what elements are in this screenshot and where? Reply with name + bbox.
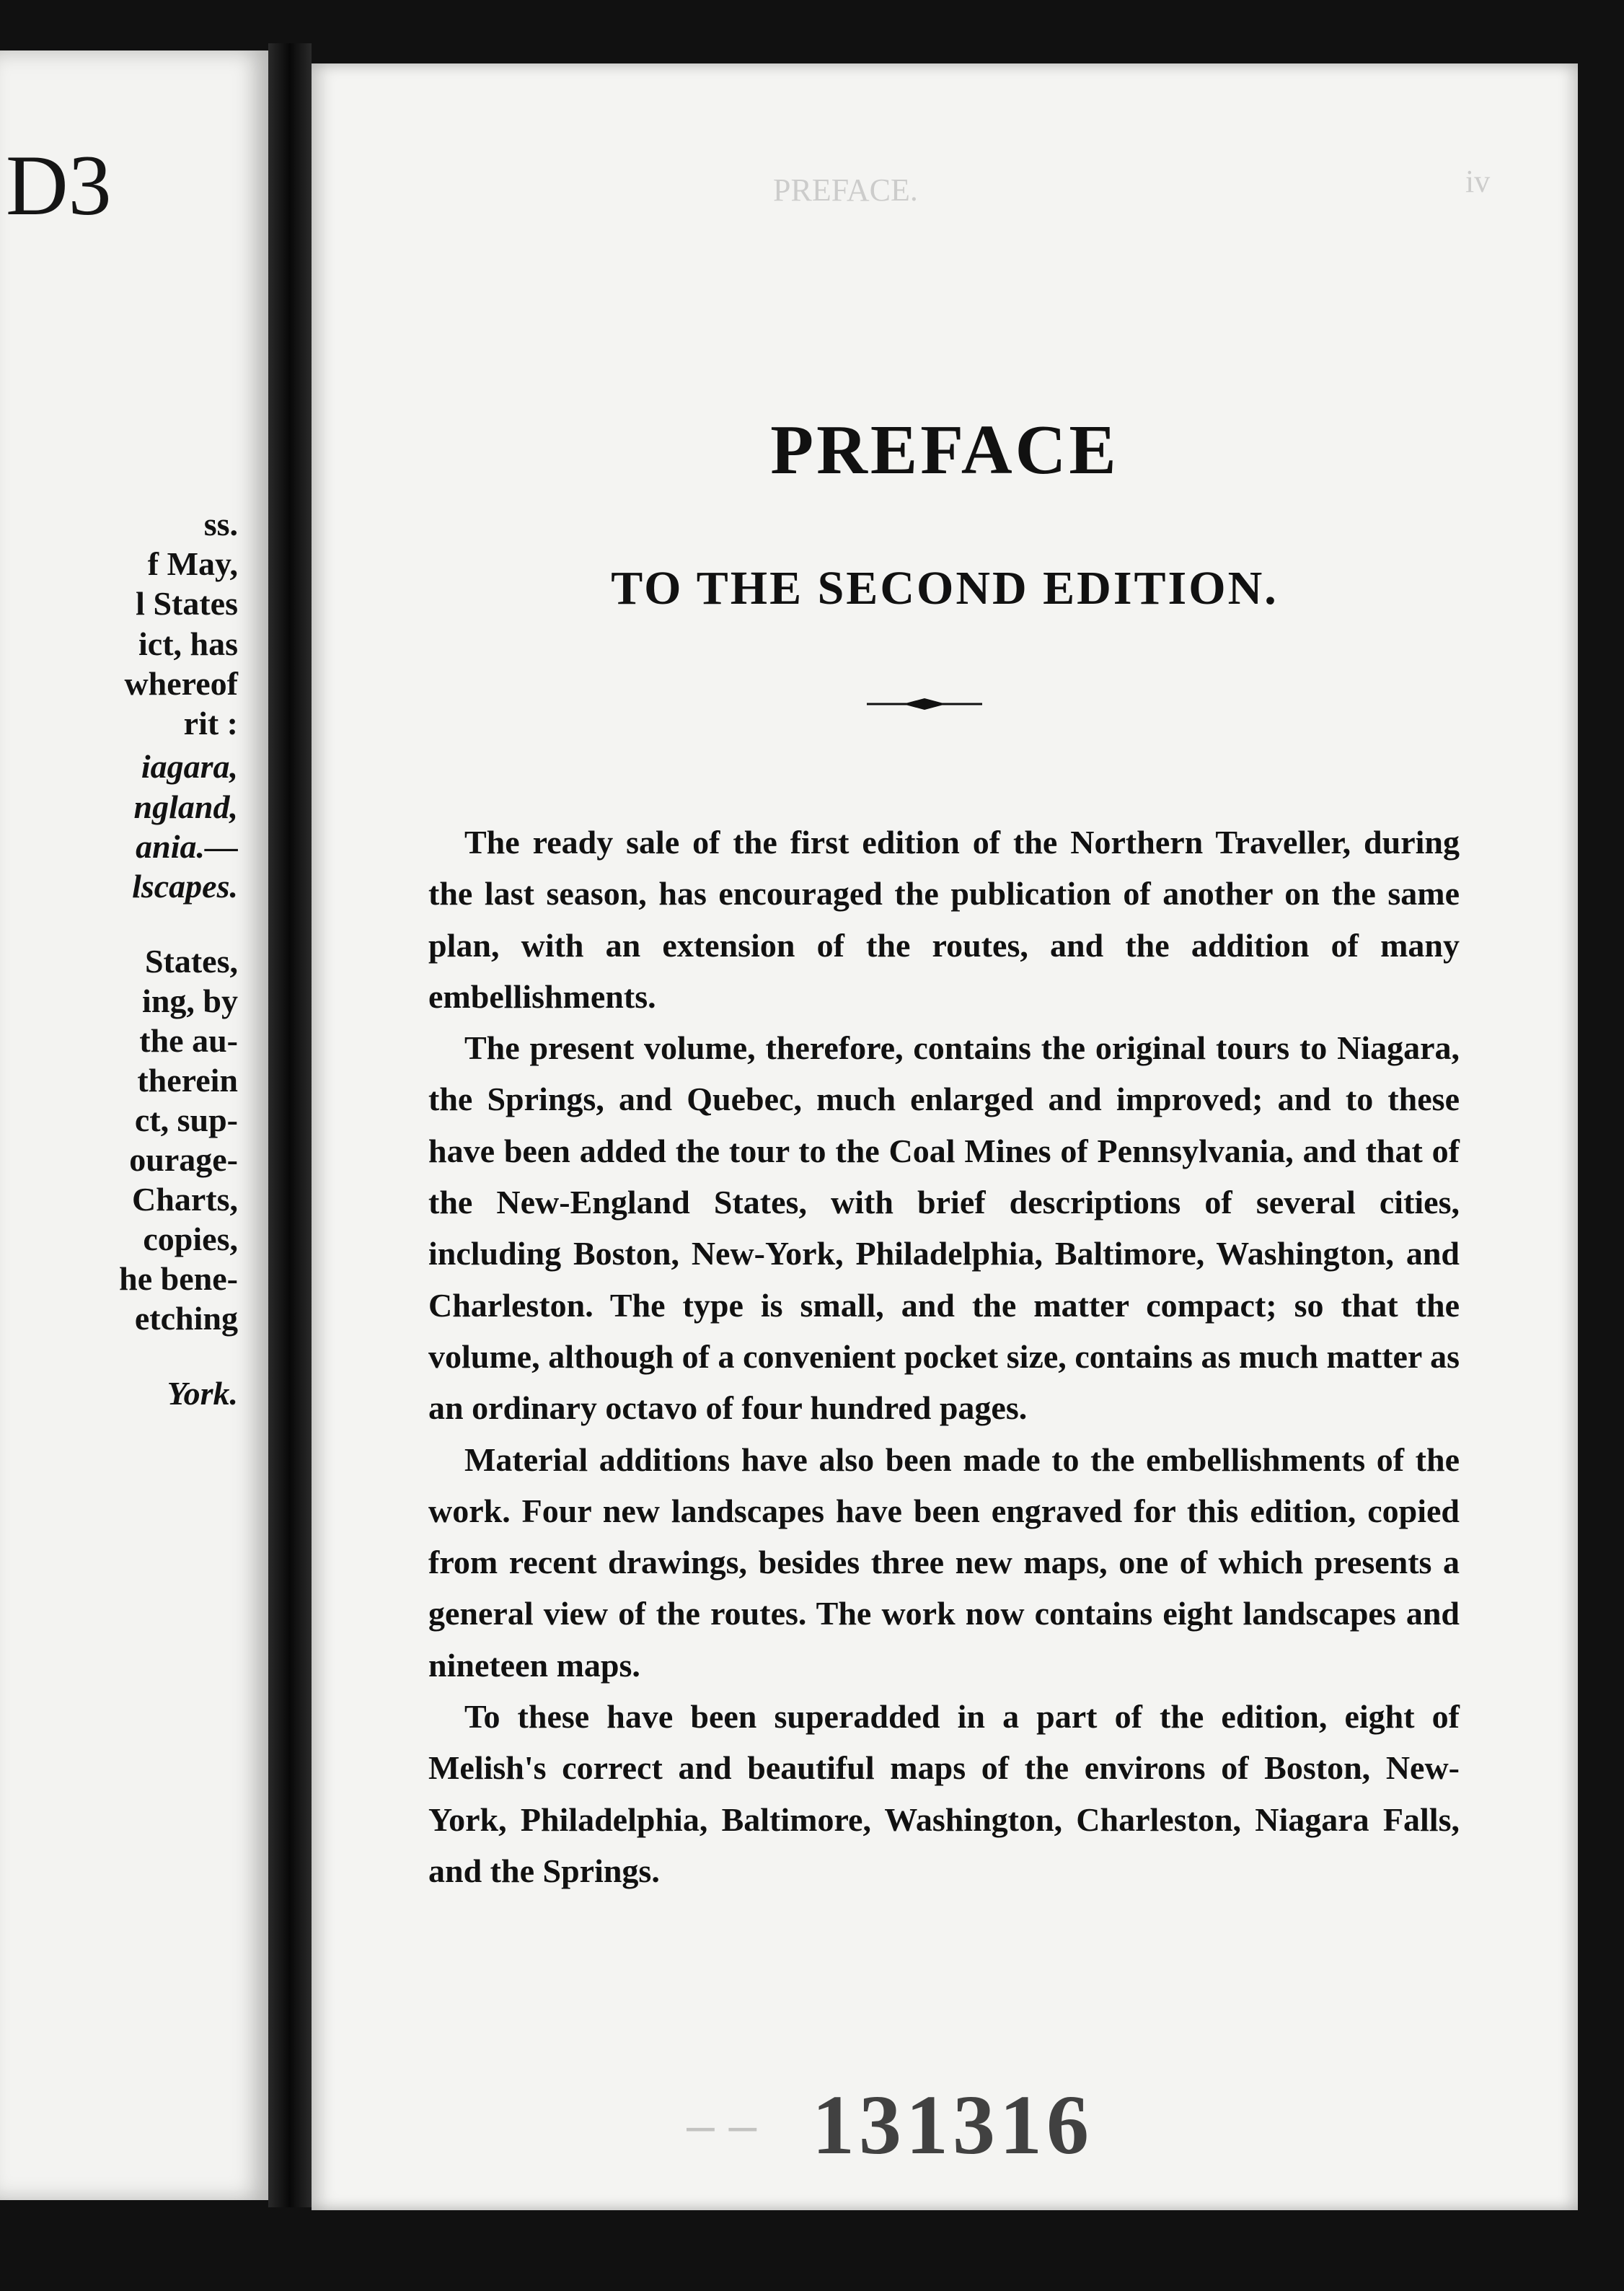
left-page-line: York. <box>167 1375 238 1412</box>
left-page-line: ngland, <box>133 788 238 825</box>
library-stamp-number: 131316 <box>812 2077 1093 2172</box>
right-page <box>312 63 1578 2210</box>
bleed-through-page-number: iv <box>1465 164 1491 199</box>
left-page-line: iagara, <box>141 748 238 785</box>
paragraph: The ready sale of the first edition of the Northern Traveller, during the last season, has encouraged the publication of another on the same plan, with an extension of the routes, and the addition of many embellishments. <box>428 824 1460 1015</box>
left-page-line: l States <box>136 585 238 622</box>
left-page-line: Charts, <box>132 1181 238 1218</box>
left-page-line: etching <box>134 1300 238 1337</box>
page-title: PREFACE <box>770 411 1119 489</box>
left-page-line: lscapes. <box>132 868 238 905</box>
left-page-line: ing, by <box>142 982 238 1019</box>
left-page-line: ourage- <box>129 1141 238 1178</box>
preface-body <box>428 817 1460 1896</box>
left-page-line: rit : <box>183 705 238 742</box>
page-subtitle: TO THE SECOND EDITION. <box>611 562 1279 615</box>
left-page-line: ct, sup- <box>134 1101 238 1138</box>
paragraph: The present volume, therefore, contains the original tours to Niagara, the Springs, and Quebec, much enlarged and improved; and to these have been added the tour to the Coal Mines of Pennsylvania, and that of the New-England States, with brief descriptions of several cities, including Boston, New-York, Philadelphia, Baltimore, Washington, and Charleston. The type is small, and the matter compact; so that the volume, although of a convenient pocket size, contains as much matter as an ordinary octavo of four hundred pages. <box>428 1029 1460 1427</box>
left-page-line: copies, <box>143 1221 238 1257</box>
left-page-line: therein <box>137 1062 238 1099</box>
left-page-line: States, <box>144 943 238 980</box>
left-page-line: ict, has <box>138 625 238 662</box>
ornamental-rule <box>867 697 982 711</box>
left-page-line: ania.— <box>136 828 238 865</box>
paragraph: To these have been superadded in a part of the edition, eight of Melish's correct and beautiful maps of the environs of Boston, New-York, Philadelphia, Baltimore, Washington, Charleston, Niagara Falls, and the Springs. <box>428 1698 1460 1889</box>
book-gutter <box>268 43 312 2207</box>
stamp-dash: – – <box>687 2097 757 2153</box>
left-page-line: whereof <box>124 665 238 702</box>
left-page-line: he bene- <box>119 1260 238 1297</box>
paragraph: Material additions have also been made to the embellishments of the work. Four new landscapes have been engraved for this edition, copied from recent drawings, besides three new maps, one of which presents a general view of the routes. The work now contains eight landscapes and nineteen maps. <box>428 1441 1460 1684</box>
left-page-line: f May, <box>147 545 238 582</box>
left-page <box>0 50 268 2200</box>
left-page-line: ss. <box>203 506 238 542</box>
left-page-line: the au- <box>139 1022 238 1059</box>
left-page-mark: D3 <box>6 137 112 233</box>
bleed-through-header: PREFACE. <box>773 172 918 208</box>
